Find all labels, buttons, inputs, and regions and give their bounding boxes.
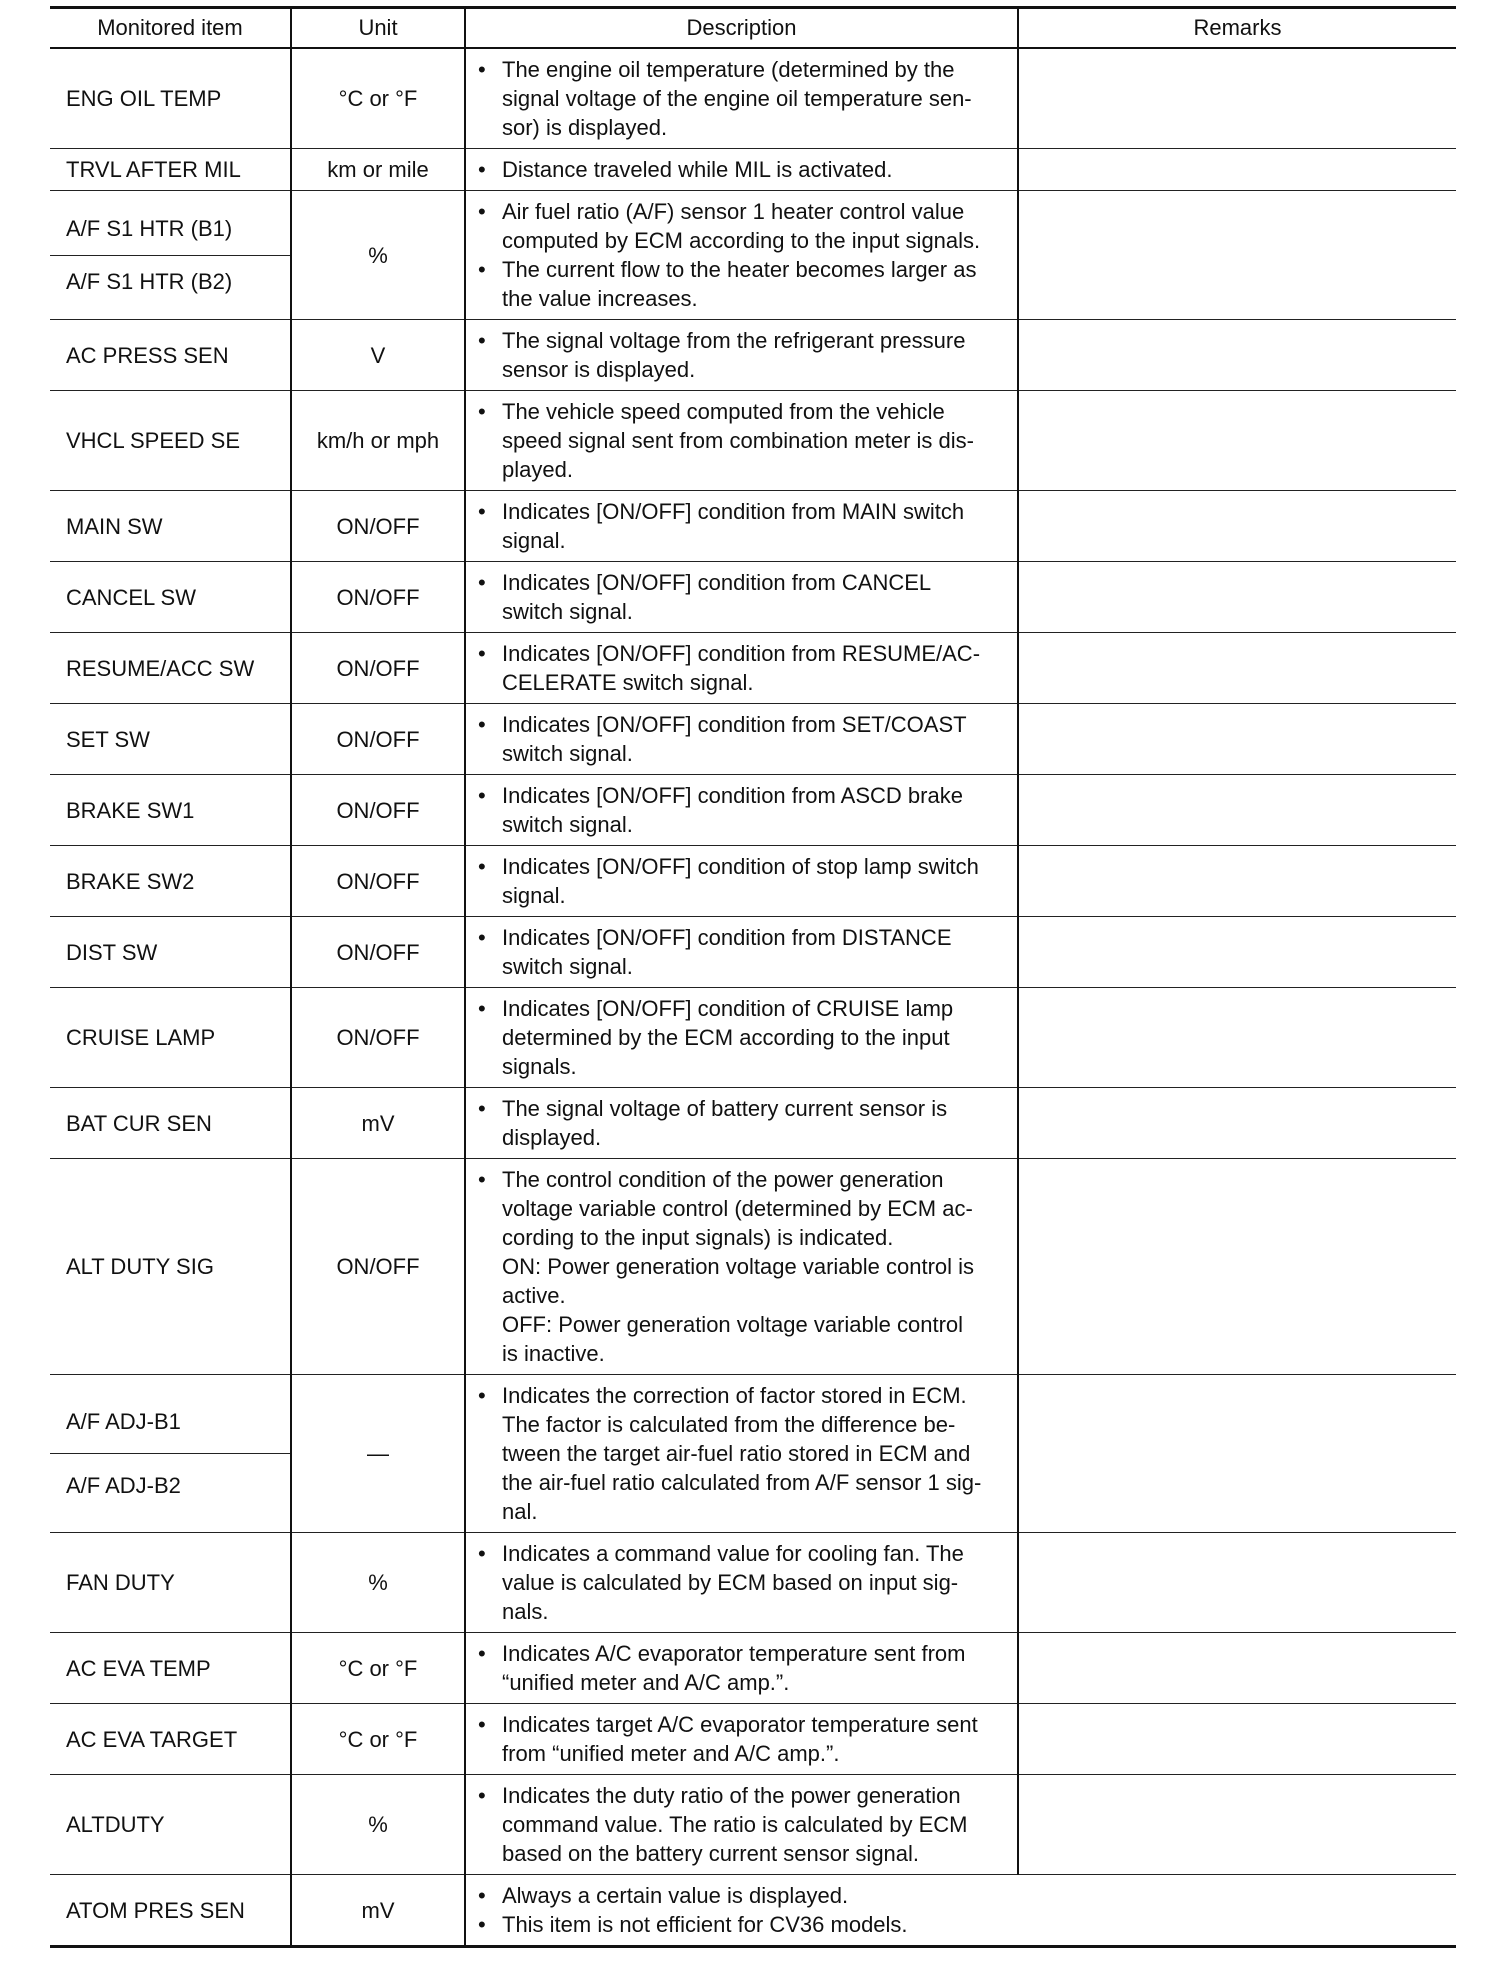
monitored-item-text: A/F S1 HTR (B1) <box>66 216 233 242</box>
remarks-cell <box>1018 562 1456 633</box>
table-row <box>50 988 1456 1088</box>
description-cell <box>465 704 1018 775</box>
description-text: Always a certain value is displayed. <box>502 1883 849 1908</box>
monitored-item-label: BRAKE SW1 <box>66 797 195 823</box>
unit-cell: ON/OFF <box>291 491 465 562</box>
description-cell <box>465 149 1018 191</box>
unit-cell: ON/OFF <box>291 775 465 846</box>
description-text: Indicates the duty ratio of the power generation command value. The ratio is calculated by ECM based on the battery current sensor signal. <box>502 1783 968 1866</box>
unit-cell: ON/OFF <box>291 917 465 988</box>
monitored-item-cell <box>50 1533 291 1633</box>
bullet-icon: • <box>478 1783 486 1808</box>
description-bullet <box>478 923 1009 981</box>
unit-cell: mV <box>291 1088 465 1159</box>
header-row <box>50 8 1456 49</box>
monitored-item-cell <box>50 1159 291 1375</box>
description-cell <box>465 191 1018 320</box>
monitored-item-cell <box>50 1088 291 1159</box>
bullet-icon: • <box>478 1712 486 1737</box>
table-row <box>50 1533 1456 1633</box>
description-text: Distance traveled while MIL is activated. <box>502 157 893 182</box>
monitored-item-label: AC EVA TARGET <box>66 1726 238 1752</box>
description-text: Air fuel ratio (A/F) sensor 1 heater control value computed by ECM according to the input signals. <box>502 199 981 253</box>
remarks-cell <box>1018 1159 1456 1375</box>
monitored-item-cell <box>50 704 291 775</box>
remarks-cell <box>1018 1375 1456 1533</box>
description-cell <box>465 1375 1018 1533</box>
description-bullet <box>478 710 1009 768</box>
header-monitored-item: Monitored item <box>50 8 291 49</box>
description-bullet <box>478 1094 1009 1152</box>
description-text: Indicates [ON/OFF] condition from DISTANCE switch signal. <box>502 925 952 979</box>
description-bullet <box>478 1165 1009 1368</box>
bullet-icon: • <box>478 1883 486 1908</box>
monitored-item-cell <box>50 917 291 988</box>
description-text: The engine oil temperature (determined by the signal voltage of the engine oil temperature sen- sor) is displayed. <box>502 57 972 140</box>
monitored-item-label: BRAKE SW2 <box>66 868 195 894</box>
description-bullet <box>478 1781 1009 1868</box>
table-row <box>50 846 1456 917</box>
unit-cell: ON/OFF <box>291 846 465 917</box>
monitored-item-cell <box>50 1375 291 1533</box>
description-cell <box>465 320 1018 391</box>
description-text: Indicates [ON/OFF] condition from RESUME/AC- CELERATE switch signal. <box>502 641 981 695</box>
unit-cell: ON/OFF <box>291 704 465 775</box>
description-bullet <box>478 852 1009 910</box>
monitored-item-label <box>50 203 290 256</box>
description-bullet <box>478 1710 1009 1768</box>
remarks-cell <box>1018 1533 1456 1633</box>
remarks-cell <box>1018 846 1456 917</box>
bullet-icon: • <box>478 257 486 282</box>
table-row <box>50 1375 1456 1533</box>
unit-cell: °C or °F <box>291 1633 465 1704</box>
description-text: Indicates [ON/OFF] condition of stop lamp switch signal. <box>502 854 979 908</box>
description-text: Indicates A/C evaporator temperature sent from “unified meter and A/C amp.”. <box>502 1641 966 1695</box>
remarks-cell <box>1018 1704 1456 1775</box>
description-cell <box>465 1088 1018 1159</box>
description-text: Indicates [ON/OFF] condition from MAIN switch signal. <box>502 499 965 553</box>
bullet-icon: • <box>478 1641 486 1666</box>
bullet-icon: • <box>478 399 486 424</box>
remarks-cell <box>1018 633 1456 704</box>
bullet-icon: • <box>478 925 486 950</box>
monitored-item-cell <box>50 1875 291 1947</box>
monitored-item-text: A/F S1 HTR (B2) <box>66 268 233 294</box>
bullet-icon: • <box>478 328 486 353</box>
table-row <box>50 917 1456 988</box>
monitored-item-label: MAIN SW <box>66 513 163 539</box>
table-row <box>50 562 1456 633</box>
monitored-item-label: ALT DUTY SIG <box>66 1254 214 1279</box>
bullet-icon: • <box>478 57 486 82</box>
monitored-item-cell <box>50 391 291 491</box>
unit-cell: % <box>291 1775 465 1875</box>
remarks-cell <box>1018 704 1456 775</box>
description-text: Indicates [ON/OFF] condition from ASCD brake switch signal. <box>502 783 963 837</box>
description-cell <box>465 633 1018 704</box>
header-remarks: Remarks <box>1018 8 1456 49</box>
monitored-item-label: AC EVA TEMP <box>66 1655 211 1681</box>
bullet-icon: • <box>478 157 486 182</box>
unit-cell: °C or °F <box>291 48 465 149</box>
table-row <box>50 1088 1456 1159</box>
bullet-icon: • <box>478 641 486 666</box>
description-bullet <box>478 568 1009 626</box>
description-text: Indicates the correction of factor stored in ECM. The factor is calculated from the difference be- tween the target air-fuel ratio stored in ECM and the air-fuel ratio calculated from A/F sensor 1 sig- nal. <box>502 1383 982 1524</box>
unit-cell: km/h or mph <box>291 391 465 491</box>
table-row <box>50 391 1456 491</box>
description-bullet <box>478 1539 1009 1626</box>
table-row <box>50 775 1456 846</box>
unit-cell: — <box>291 1375 465 1533</box>
unit-cell: ON/OFF <box>291 633 465 704</box>
remarks-cell <box>1018 191 1456 320</box>
unit-cell: ON/OFF <box>291 562 465 633</box>
bullet-icon: • <box>478 854 486 879</box>
table-row <box>50 191 1456 320</box>
description-cell <box>465 1875 1456 1947</box>
monitored-item-cell <box>50 846 291 917</box>
monitored-item-cell <box>50 48 291 149</box>
monitored-item-label: TRVL AFTER MIL <box>66 157 241 182</box>
description-text: The current flow to the heater becomes larger as the value increases. <box>502 257 977 311</box>
description-text: The control condition of the power generation voltage variable control (determined by ECM ac- cording to the input signals) is indicated. ON: Power generation voltage variable control is active. OFF: Power generation voltage variable control is inactive. <box>502 1167 975 1366</box>
remarks-cell <box>1018 320 1456 391</box>
table-row <box>50 48 1456 149</box>
table-row <box>50 633 1456 704</box>
description-bullet <box>478 1881 1448 1910</box>
monitored-item-cell <box>50 775 291 846</box>
monitored-item-cell <box>50 1633 291 1704</box>
table-row <box>50 1875 1456 1947</box>
bullet-icon: • <box>478 996 486 1021</box>
description-text: Indicates [ON/OFF] condition from CANCEL switch signal. <box>502 570 932 624</box>
table-row <box>50 149 1456 191</box>
description-text: The signal voltage from the refrigerant pressure sensor is displayed. <box>502 328 966 382</box>
description-text: Indicates target A/C evaporator temperature sent from “unified meter and A/C amp.”. <box>502 1712 978 1766</box>
monitored-item-label: VHCL SPEED SE <box>66 428 241 453</box>
monitored-item-label: ATOM PRES SEN <box>66 1897 245 1923</box>
monitored-item-label: CRUISE LAMP <box>66 1025 216 1050</box>
description-cell <box>465 988 1018 1088</box>
description-bullet <box>478 781 1009 839</box>
bullet-icon: • <box>478 499 486 524</box>
bullet-icon: • <box>478 570 486 595</box>
description-text: The signal voltage of battery current sensor is displayed. <box>502 1096 948 1150</box>
description-cell <box>465 846 1018 917</box>
monitored-item-cell <box>50 1704 291 1775</box>
table-row <box>50 1159 1456 1375</box>
unit-cell: °C or °F <box>291 1704 465 1775</box>
monitored-item-cell <box>50 988 291 1088</box>
remarks-cell <box>1018 149 1456 191</box>
monitored-item-label: AC PRESS SEN <box>66 342 229 368</box>
monitored-item-label: DIST SW <box>66 939 158 965</box>
description-bullet <box>478 255 1009 313</box>
table-row <box>50 704 1456 775</box>
description-bullet <box>478 639 1009 697</box>
description-cell <box>465 1533 1018 1633</box>
description-bullet <box>478 326 1009 384</box>
description-bullet <box>478 1910 1448 1939</box>
description-cell <box>465 562 1018 633</box>
monitored-item-label: CANCEL SW <box>66 584 196 610</box>
remarks-cell <box>1018 1088 1456 1159</box>
description-cell <box>465 1704 1018 1775</box>
table-row <box>50 491 1456 562</box>
description-bullet <box>478 155 1009 184</box>
description-text: Indicates a command value for cooling fan. The value is calculated by ECM based on input sig- nals. <box>502 1541 964 1624</box>
monitored-item-cell <box>50 633 291 704</box>
monitored-item-label <box>66 256 290 308</box>
description-cell <box>465 917 1018 988</box>
bullet-icon: • <box>478 1541 486 1566</box>
monitored-item-label: RESUME/ACC SW <box>66 655 255 681</box>
unit-cell: mV <box>291 1875 465 1947</box>
table-row <box>50 320 1456 391</box>
unit-cell: km or mile <box>291 149 465 191</box>
description-bullet <box>478 994 1009 1081</box>
description-bullet <box>478 1639 1009 1697</box>
unit-cell: ON/OFF <box>291 988 465 1088</box>
bullet-icon: • <box>478 1167 486 1192</box>
bullet-icon: • <box>478 1383 486 1408</box>
description-cell <box>465 491 1018 562</box>
remarks-cell <box>1018 988 1456 1088</box>
monitored-item-label: ALTDUTY <box>66 1812 165 1837</box>
bullet-icon: • <box>478 199 486 224</box>
remarks-cell <box>1018 391 1456 491</box>
description-cell <box>465 48 1018 149</box>
description-text: Indicates [ON/OFF] condition of CRUISE lamp determined by the ECM according to the input signals. <box>502 996 954 1079</box>
remarks-cell <box>1018 917 1456 988</box>
monitored-item-cell <box>50 320 291 391</box>
table-row <box>50 1775 1456 1875</box>
description-text: Indicates [ON/OFF] condition from SET/COAST switch signal. <box>502 712 967 766</box>
monitor-item-table <box>50 6 1456 1948</box>
monitored-item-cell <box>50 491 291 562</box>
description-cell <box>465 1159 1018 1375</box>
monitored-item-label: BAT CUR SEN <box>66 1110 212 1136</box>
unit-cell: ON/OFF <box>291 1159 465 1375</box>
monitored-item-cell <box>50 149 291 191</box>
monitored-item-label: ENG OIL TEMP <box>66 86 222 111</box>
monitored-item-cell <box>50 1775 291 1875</box>
monitored-item-cell <box>50 562 291 633</box>
description-bullet <box>478 397 1009 484</box>
bullet-icon: • <box>478 1096 486 1121</box>
description-cell <box>465 1775 1018 1875</box>
description-bullet <box>478 55 1009 142</box>
description-cell <box>465 1633 1018 1704</box>
bullet-icon: • <box>478 712 486 737</box>
header-unit: Unit <box>291 8 465 49</box>
monitored-item-cell <box>50 191 291 320</box>
description-cell <box>465 775 1018 846</box>
remarks-cell <box>1018 1633 1456 1704</box>
unit-cell: V <box>291 320 465 391</box>
table-row <box>50 1633 1456 1704</box>
remarks-cell <box>1018 48 1456 149</box>
description-text: This item is not efficient for CV36 models. <box>502 1912 908 1937</box>
monitored-item-label: FAN DUTY <box>66 1570 175 1595</box>
remarks-cell <box>1018 1775 1456 1875</box>
remarks-cell <box>1018 491 1456 562</box>
monitored-item-label: SET SW <box>66 726 150 752</box>
bullet-icon: • <box>478 783 486 808</box>
monitored-item-label <box>66 1454 290 1517</box>
header-description: Description <box>465 8 1018 49</box>
monitored-item-label <box>50 1391 290 1455</box>
description-cell <box>465 391 1018 491</box>
bullet-icon: • <box>478 1912 486 1937</box>
description-bullet <box>478 1381 1009 1526</box>
table-row <box>50 1704 1456 1775</box>
monitored-item-text: A/F ADJ-B2 <box>66 1472 181 1498</box>
description-bullet <box>478 197 1009 255</box>
remarks-cell <box>1018 775 1456 846</box>
description-text: The vehicle speed computed from the vehicle speed signal sent from combination meter is dis- played. <box>502 399 974 482</box>
description-bullet <box>478 497 1009 555</box>
unit-cell: % <box>291 191 465 320</box>
monitored-item-text: A/F ADJ-B1 <box>66 1409 181 1435</box>
unit-cell: % <box>291 1533 465 1633</box>
table-body <box>50 48 1456 1947</box>
